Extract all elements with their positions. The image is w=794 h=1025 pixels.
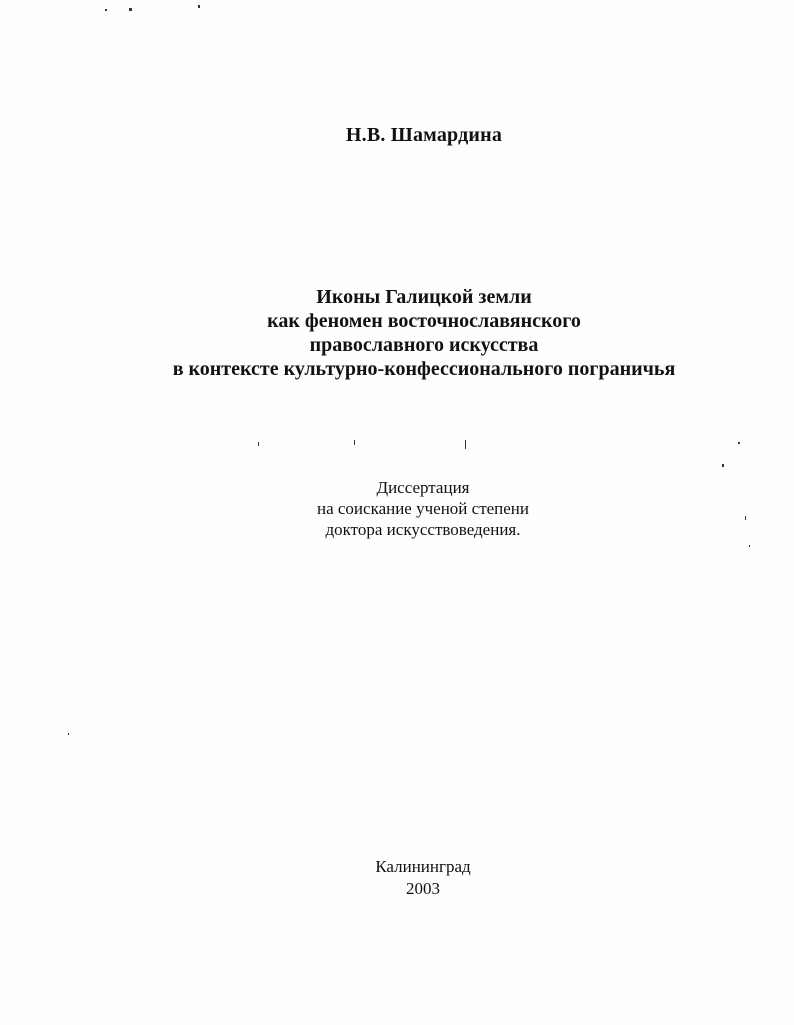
- scan-speck: [68, 733, 69, 735]
- city: Калининград: [375, 857, 471, 876]
- scan-speck: [749, 545, 750, 547]
- scan-speck: [722, 464, 724, 467]
- subtitle-line: на соискание ученой степени: [316, 499, 530, 518]
- title-line: в контексте культурно-конфессионального пограничья: [172, 358, 676, 380]
- scan-speck: [258, 442, 259, 446]
- scan-speck: [738, 442, 740, 444]
- scan-speck: [129, 8, 132, 11]
- dissertation-title: [0, 285, 794, 381]
- year: 2003: [406, 879, 440, 898]
- subtitle-line: Диссертация: [376, 478, 470, 497]
- subtitle-line: доктора искусствоведения.: [325, 520, 521, 539]
- scan-speck: [105, 9, 107, 11]
- title-line: православного искусства: [309, 334, 539, 356]
- scan-speck: [465, 440, 466, 449]
- author-name: Н.В. Шамардина: [345, 124, 503, 146]
- degree-statement: [0, 477, 794, 540]
- title-line: как феномен восточнославянского: [267, 310, 581, 332]
- scan-speck: [354, 440, 355, 445]
- scan-speck: [198, 5, 200, 8]
- title-line: Иконы Галицкой земли: [316, 286, 532, 308]
- place-and-year: [0, 856, 794, 900]
